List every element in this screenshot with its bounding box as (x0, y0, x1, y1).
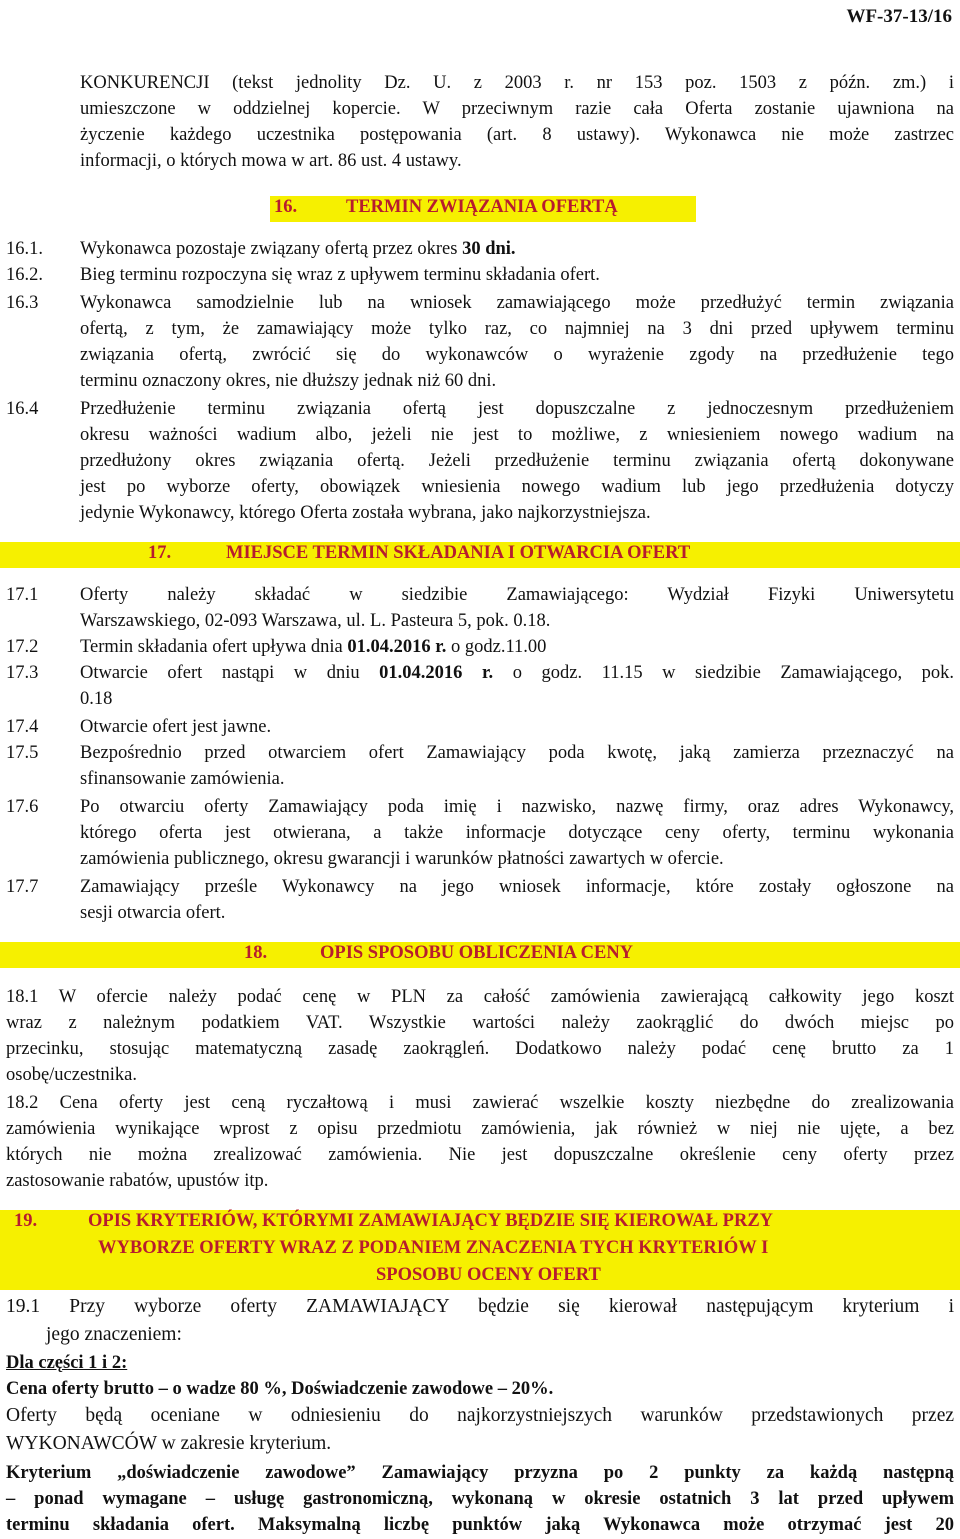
item-text: Bezpośrednio przed otwarciem ofert Zamawiający poda kwotę, jaką zamierza przeznaczyć na (80, 743, 954, 763)
item-text: zamówienia publicznego, okresu gwarancji i warunków płatności zawartych w ofercie. (80, 849, 724, 869)
item-number: 17.4 (6, 717, 39, 737)
section-number: 17. (148, 543, 172, 563)
item-text: Wykonawca samodzielnie lub na wniosek zamawiającego może przedłużyć termin związania (80, 293, 954, 313)
paragraph-line: zastosowanie rabatów, upustów itp. (6, 1171, 269, 1191)
section-title-line: OPIS KRYTERIÓW, KTÓRYMI ZAMAWIAJĄCY BĘDZIE SIĘ KIEROWAŁ PRZY (88, 1211, 774, 1231)
item-number: 17.2 (6, 637, 39, 657)
item-text: Po otwarciu oferty Zamawiający poda imię i nazwisko, nazwę firmy, oraz adres Wykonawcy, (80, 797, 954, 817)
item-number: 17.6 (6, 797, 39, 817)
item-text: Warszawskiego, 02-093 Warszawa, ul. L. Pasteura 5, pok. 0.18. (80, 611, 551, 631)
paragraph-line: których nie można zrealizować zamówienia. Nie jest dopuszczalne określenie ceny oferty przez (6, 1145, 954, 1165)
section-number: 16. (274, 197, 298, 217)
item-text: Oferty należy składać w siedzibie Zamawiającego: Wydział Fizyki Uniwersytetu (80, 585, 954, 605)
criterion-line: terminu składania ofert. Maksymalną liczbę punktów jaką Wykonawca może otrzymać jest 20 (6, 1515, 954, 1535)
item-number: 16.2. (6, 265, 43, 285)
item-text: sfinansowanie zamówienia. (80, 769, 285, 789)
paragraph-line: przecinku, stosując matematyczną zasadę zaokrągleń. Dodatkowo należy podać cenę brutto za 1 (6, 1039, 954, 1059)
section-18-heading (0, 942, 960, 968)
intro-line: życzenie każdego uczestnika postępowania (art. 8 ustawy). Wykonawca nie może zastrzec (80, 125, 954, 145)
item-text: związania ofertą, zwrócić się do wykonawców o wyrażenie zgody na przedłużenie tego (80, 345, 954, 365)
intro-line: umieszczone w oddzielnej kopercie. W przeciwnym razie cała Oferta zostanie ujawniona na (80, 99, 954, 119)
document-number: WF-37-13/16 (846, 6, 952, 27)
item-text: terminu oznaczony okres, nie dłuższy jednak niż 60 dni. (80, 371, 497, 391)
criterion-line: Kryterium „doświadczenie zawodowe” Zamawiający przyzna po 2 punkty za każdą następną (6, 1463, 954, 1483)
section-title: MIEJSCE TERMIN SKŁADANIA I OTWARCIA OFERT (226, 543, 691, 563)
item-number: 17.1 (6, 585, 39, 605)
item-number: 17.5 (6, 743, 39, 763)
item-text: przedłużony okres związania ofertą. Jeżeli przedłużenie terminu związania ofertą dokonywane (80, 451, 954, 471)
item-text: ofertą, z tym, że zamawiający może tylko raz, co najmniej na 3 dni przed upływem terminu (80, 319, 954, 339)
section-title-line: WYBORZE OFERTY WRAZ Z PODANIEM ZNACZENIA TYCH KRYTERIÓW I (98, 1238, 769, 1258)
section-17-heading (0, 542, 960, 568)
paragraph-line: wraz z należnym podatkiem VAT. Wszystkie wartości należy zaokrąglić do dwóch miejsc po (6, 1013, 954, 1033)
item-text: okresu ważności wadium albo, jeżeli nie jest to możliwe, z wniesieniem nowego wadium na (80, 425, 954, 445)
paragraph-line: 18.1 W ofercie należy podać cenę w PLN za całość zamówienia zawierającą całkowity jego koszt (6, 987, 954, 1007)
intro-line: KONKURENCJI (tekst jednolity Dz. U. z 2003 r. nr 153 poz. 1503 z późn. zm.) i (80, 73, 954, 93)
paragraph-line: 18.2 Cena oferty jest ceną ryczałtową i musi zawierać wszelkie koszty niezbędne do zrealizowania (6, 1093, 954, 1113)
item-text: Otwarcie ofert jest jawne. (80, 717, 272, 737)
item-text: Wykonawca pozostaje związany ofertą przez okres 30 dni. (80, 239, 516, 259)
criterion-line: – ponad wymagane – usługę gastronomiczną, wykonaną w okresie ostatnich 3 lat przed upływem (6, 1489, 954, 1509)
item-text: którego oferta jest otwierana, a także informacje dotyczące ceny oferty, terminu wykonania (80, 823, 954, 843)
paragraph-line: WYKONAWCÓW w zakresie kryterium. (6, 1433, 332, 1454)
item-number: 17.3 (6, 663, 39, 683)
item-text: Przedłużenie terminu związania ofertą jest dopuszczalne z jednoczesnym przedłużeniem (80, 399, 954, 419)
paragraph-line: jego znaczeniem: (46, 1324, 182, 1345)
paragraph-line: Oferty będą oceniane w odniesieniu do najkorzystniejszych warunków przedstawionych przez (6, 1405, 954, 1426)
section-number: 19. (14, 1211, 38, 1231)
item-text: sesji otwarcia ofert. (80, 903, 226, 923)
section-16-heading (270, 196, 696, 222)
item-text: 0.18 (80, 689, 113, 709)
item-text: Termin składania ofert upływa dnia 01.04.2016 r. o godz.11.00 (80, 637, 547, 657)
item-text: jest po wyborze oferty, obowiązek wniesienia nowego wadium lub jego przedłużenia dotyczy (80, 477, 954, 497)
section-number: 18. (244, 943, 268, 963)
section-title: OPIS SPOSOBU OBLICZENIA CENY (320, 943, 634, 963)
section-title: TERMIN ZWIĄZANIA OFERTĄ (346, 197, 618, 217)
criteria-weights: Cena oferty brutto – o wadze 80 %, Doświadczenie zawodowe – 20%. (6, 1379, 554, 1399)
paragraph-line: osobę/uczestnika. (6, 1065, 137, 1085)
item-text: Otwarcie ofert nastąpi w dniu 01.04.2016 r. o godz. 11.15 w siedzibie Zamawiającego, pok. (80, 663, 955, 683)
paragraph-line: 19.1 Przy wyborze oferty ZAMAWIAJĄCY będzie się kierował następującym kryterium i (6, 1296, 954, 1317)
item-number: 17.7 (6, 877, 39, 897)
paragraph-line: zamówienia wynikające wprost z opisu przedmiotu zamówienia, jak również w niej nie ujęte, a bez (6, 1119, 954, 1139)
item-text: jedynie Wykonawcy, którego Oferta została wybrana, jako najkorzystniejsza. (80, 503, 651, 523)
item-text: Bieg terminu rozpoczyna się wraz z upływem terminu składania ofert. (80, 265, 600, 285)
section-19-heading (0, 1210, 960, 1290)
parts-label: Dla części 1 i 2: (6, 1353, 128, 1373)
item-number: 16.1. (6, 239, 43, 259)
section-title-line: SPOSOBU OCENY OFERT (376, 1265, 601, 1285)
item-text: Zamawiający prześle Wykonawcy na jego wniosek informacje, które zostały ogłoszone na (80, 877, 954, 897)
intro-line: informacji, o których mowa w art. 86 ust. 4 ustawy. (80, 151, 462, 171)
item-number: 16.3 (6, 293, 39, 313)
item-number: 16.4 (6, 399, 39, 419)
